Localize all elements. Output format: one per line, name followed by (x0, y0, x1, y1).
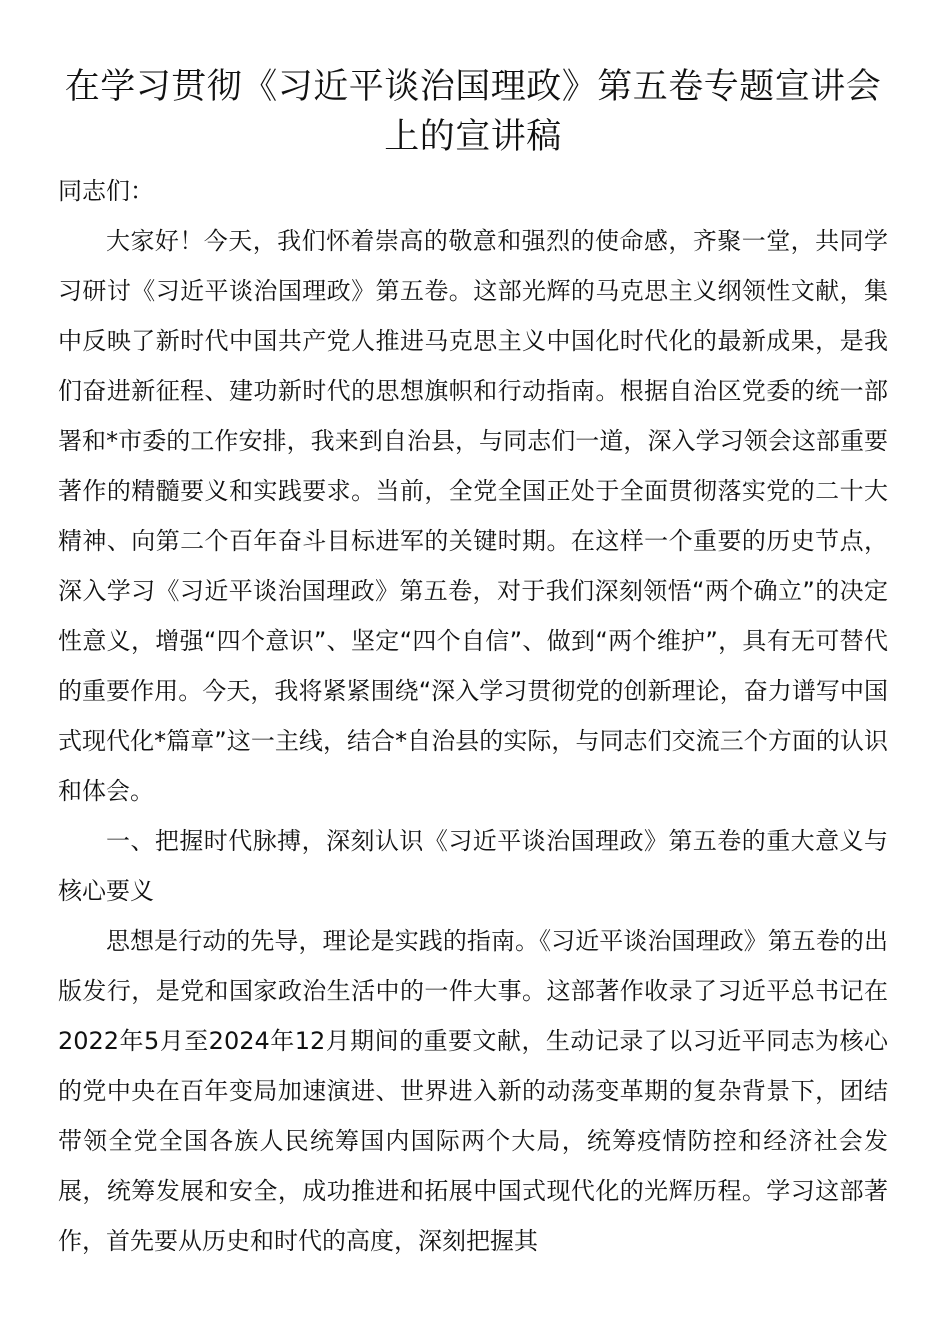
section-paragraph: 思想是行动的先导，理论是实践的指南。《习近平谈治国理政》第五卷的出版发行，是党和国家政治生活中的一件大事。这部著作收录了习近平总书记在2022年5月至2024年12月期间的重要文献，生动记录了以习近平同志为核心的党中央在百年变局加速演进、世界进入新的动荡变革期的复杂背景下，团结带领全党全国各族人民统筹国内国际两个大局，统筹疫情防控和经济社会发展，统筹发展和安全，成功推进和拓展中国式现代化的光辉历程。学习这部著作，首先要从历史和时代的高度，深刻把握其 (58, 927, 888, 1255)
salutation: 同志们： (58, 177, 154, 205)
opening-paragraph: 大家好！今天，我们怀着崇高的敬意和强烈的使命感，齐聚一堂，共同学习研讨《习近平谈治国理政》第五卷。这部光辉的马克思主义纲领性文献，集中反映了新时代中国共产党人推进马克思主义中国化时代化的最新成果，是我们奋进新征程、建功新时代的思想旗帜和行动指南。根据自治区党委的统一部署和*市委的工作安排，我来到自治县，与同志们一道，深入学习领会这部重要著作的精髓要义和实践要求。当前，全党全国正处于全面贯彻落实党的二十大精神、向第二个百年奋斗目标进军的关键时期。在这样一个重要的历史节点，深入学习《习近平谈治国理政》第五卷，对于我们深刻领悟“两个确立”的决定性意义，增强“四个意识”、坚定“四个自信”、做到“两个维护”，具有无可替代的重要作用。今天，我将紧紧围绕“深入学习贯彻党的创新理论，奋力谱写中国式现代化*篇章”这一主线，结合*自治县的实际，与同志们交流三个方面的认识和体会。 (58, 227, 888, 805)
document-page (58, 62, 888, 1266)
section-heading: 一、把握时代脉搏，深刻认识《习近平谈治国理政》第五卷的重大意义与核心要义 (58, 827, 888, 905)
document-title: 在学习贯彻《习近平谈治国理政》第五卷专题宣讲会上的宣讲稿 (64, 67, 882, 157)
